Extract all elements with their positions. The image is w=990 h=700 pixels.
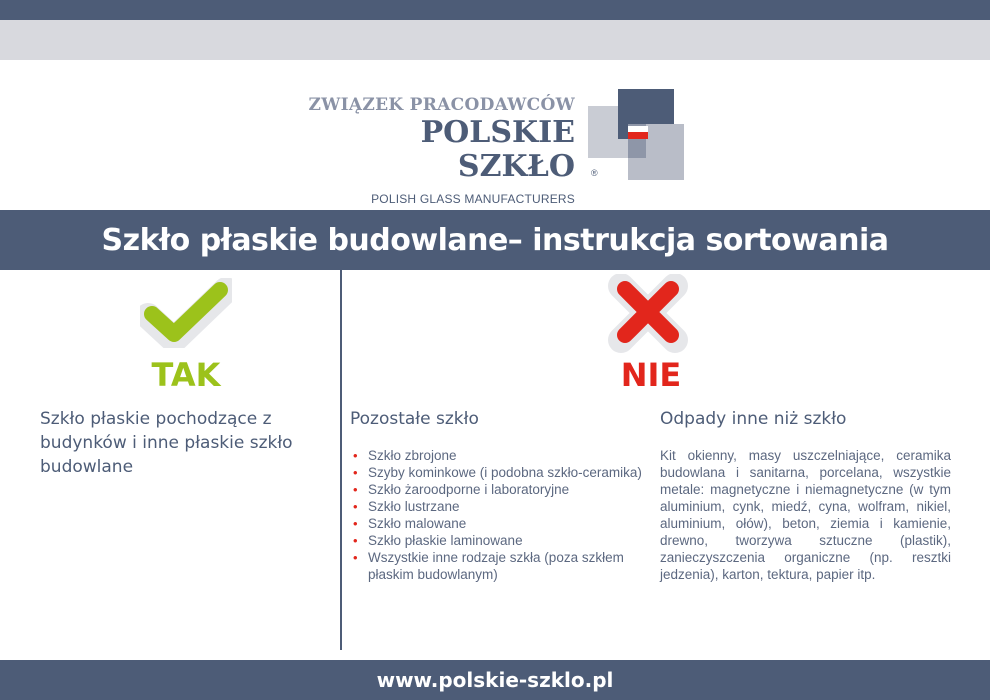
bullet-icon: • (353, 550, 358, 565)
list-item: • Szkło malowane (353, 516, 467, 531)
top-bar (0, 0, 990, 20)
bullet-icon: • (353, 448, 358, 463)
list-item: • Szkło zbrojone (353, 448, 457, 463)
list-item: • Szkło żaroodporne i laboratoryjne (353, 482, 570, 497)
footer (0, 660, 990, 700)
list-item: • Szkło lustrzane (353, 499, 460, 514)
list-item: • Szkło płaskie laminowane (353, 533, 523, 548)
website-link[interactable]: www.polskie-szklo.pl (376, 668, 614, 692)
yes-description: Szkło płaskie pochodzące z budynków i inne płaskie szkło budowlane (40, 409, 293, 477)
list-item: • Szyby kominkowe (i podobna szkło-ceramika) (353, 465, 642, 480)
page-title: Szkło płaskie budowlane– instrukcja sortowania (101, 222, 889, 258)
other-glass-title: Pozostałe szkło (350, 409, 479, 429)
bullet-icon: • (353, 465, 358, 480)
logo-english-name: POLISH GLASS MANUFACTURERS (371, 192, 575, 206)
bullet-icon: • (353, 499, 358, 514)
yes-label: TAK (151, 356, 221, 394)
cross-icon (605, 274, 691, 354)
registered-mark: ® (591, 168, 598, 178)
list-item: • Wszystkie inne rodzaje szkła (poza szkłem płaskim budowlanym) (353, 550, 624, 582)
bullet-icon: • (353, 482, 358, 497)
logo-association-name: ZWIĄZEK PRACODAWCÓW (308, 95, 575, 115)
non-glass-title: Odpady inne niż szkło (660, 409, 847, 429)
other-glass-list (350, 447, 650, 583)
column-divider (340, 270, 342, 650)
bullet-icon: • (353, 533, 358, 548)
logo-text (300, 94, 575, 226)
bullet-icon: • (353, 516, 358, 531)
no-label: NIE (620, 356, 682, 394)
checkmark-icon (140, 278, 232, 348)
logo-brand-name: POLSKIE SZKŁO (420, 115, 575, 184)
non-glass-description: Kit okienny, masy uszczelniające, ceramika budowlana i sanitarna, porcelana, wszystkie metale: magnetyczne i niemagnetyczne (w tym aluminium, cynk, miedź, cyna, wolfram, nikiel, aluminium, ołów), beton, ziemia i kamienie, drewno, tworzywa sztuczne (plastik), zanieczyszczenia organiczne (np. resztki jedzenia), karton, tektura, papier itp. (660, 448, 951, 582)
top-band (0, 20, 990, 60)
title-bar (0, 210, 990, 270)
logo-squares-flag-icon (588, 86, 688, 186)
